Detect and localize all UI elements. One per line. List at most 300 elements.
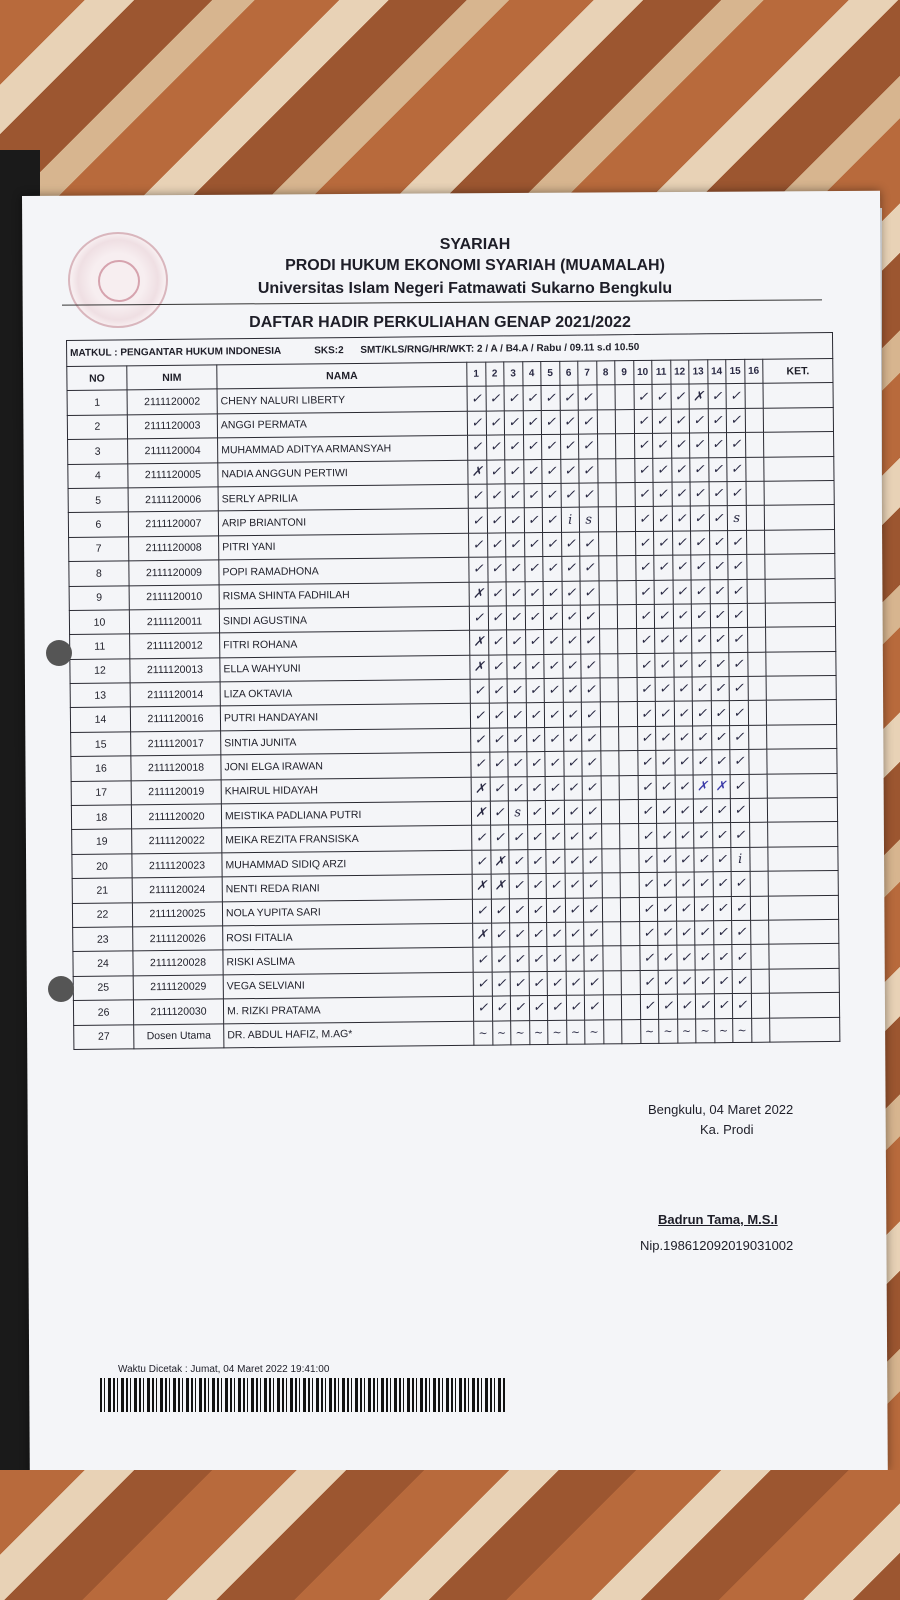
attendance-mark: s — [508, 801, 527, 826]
row-number: 13 — [70, 683, 130, 708]
attendance-mark: ✓ — [509, 850, 528, 875]
attendance-mark: ✓ — [579, 483, 598, 508]
attendance-mark: ✓ — [640, 994, 659, 1019]
remarks-cell — [768, 822, 838, 847]
attendance-mark: ✓ — [653, 507, 672, 532]
attendance-mark — [745, 457, 764, 482]
attendance-mark: ✓ — [676, 945, 695, 970]
student-nim: 2111120019 — [131, 780, 221, 805]
attendance-mark: ✓ — [658, 994, 677, 1019]
attendance-mark: ✓ — [709, 506, 728, 531]
attendance-mark: ✓ — [487, 508, 506, 533]
attendance-mark: ✓ — [732, 920, 751, 945]
attendance-mark: ✓ — [655, 702, 674, 727]
attendance-mark — [748, 749, 767, 774]
attendance-mark: ✓ — [467, 387, 486, 412]
attendance-mark: ✓ — [636, 604, 655, 629]
student-name: MEISTIKA PADLIANA PUTRI — [221, 801, 471, 828]
attendance-mark: ✓ — [653, 433, 672, 458]
attendance-mark: ✓ — [506, 557, 525, 582]
attendance-mark: ✓ — [545, 752, 564, 777]
attendance-mark: ✓ — [654, 604, 673, 629]
attendance-mark: ✗ — [490, 850, 509, 875]
attendance-mark: ✓ — [527, 849, 546, 874]
attendance-mark: ✓ — [486, 411, 505, 436]
attendance-mark — [602, 873, 621, 898]
attendance-mark: ✓ — [547, 971, 566, 996]
row-number: 18 — [71, 805, 131, 830]
remarks-cell — [766, 627, 836, 652]
attendance-mark — [744, 384, 763, 409]
attendance-mark: ✓ — [507, 654, 526, 679]
attendance-mark: ✓ — [565, 922, 584, 947]
attendance-mark: ✓ — [491, 923, 510, 948]
attendance-mark: ✓ — [581, 654, 600, 679]
attendance-mark: ✓ — [656, 775, 675, 800]
attendance-mark: ✓ — [488, 581, 507, 606]
attendance-mark: ✓ — [584, 971, 603, 996]
attendance-mark: ✓ — [710, 579, 729, 604]
attendance-mark: ✗ — [491, 874, 510, 899]
attendance-mark: ✓ — [510, 947, 529, 972]
row-number: 6 — [68, 512, 128, 537]
attendance-mark: ✓ — [510, 971, 529, 996]
attendance-mark: ✗ — [471, 801, 490, 826]
col-meeting: 16 — [744, 359, 763, 384]
attendance-mark: ✗ — [712, 774, 731, 799]
row-number: 2 — [67, 415, 127, 440]
remarks-cell — [769, 919, 839, 944]
attendance-mark: ✓ — [580, 556, 599, 581]
attendance-mark: ✓ — [560, 386, 579, 411]
attendance-mark: ✓ — [547, 947, 566, 972]
attendance-mark: ✓ — [584, 995, 603, 1020]
attendance-mark: ✓ — [675, 848, 694, 873]
attendance-mark: ✓ — [672, 555, 691, 580]
attendance-mark — [750, 871, 769, 896]
attendance-mark: ✓ — [652, 409, 671, 434]
attendance-mark: ✓ — [470, 679, 489, 704]
attendance-mark: ✓ — [564, 800, 583, 825]
attendance-mark: ✓ — [529, 971, 548, 996]
col-meeting: 1 — [467, 362, 486, 387]
attendance-mark: ✓ — [583, 849, 602, 874]
row-number: 3 — [68, 439, 128, 464]
attendance-mark: ✓ — [507, 679, 526, 704]
attendance-mark: ✓ — [526, 727, 545, 752]
attendance-mark — [601, 824, 620, 849]
faculty-label: SYARIAH — [439, 236, 511, 253]
remarks-cell — [767, 773, 837, 798]
attendance-mark: ✓ — [524, 508, 543, 533]
student-name: PITRI YANI — [219, 533, 469, 560]
attendance-mark: ✓ — [711, 701, 730, 726]
attendance-mark: ✓ — [506, 532, 525, 557]
attendance-mark — [748, 676, 767, 701]
row-number: 7 — [69, 537, 129, 562]
student-name: SINDI AGUSTINA — [219, 606, 469, 633]
attendance-mark: ✓ — [492, 972, 511, 997]
remarks-cell — [765, 578, 835, 603]
attendance-mark: ✓ — [634, 385, 653, 410]
attendance-mark: ✓ — [635, 531, 654, 556]
attendance-mark: ✓ — [712, 823, 731, 848]
attendance-mark: ✓ — [672, 482, 691, 507]
attendance-mark: ✓ — [473, 972, 492, 997]
student-nim: 2111120010 — [129, 584, 219, 609]
attendance-mark: ✓ — [510, 923, 529, 948]
attendance-mark: ✓ — [694, 848, 713, 873]
attendance-mark: ✓ — [708, 457, 727, 482]
remarks-cell — [764, 432, 834, 457]
attendance-mark: ✓ — [468, 435, 487, 460]
attendance-mark: ✗ — [472, 874, 491, 899]
attendance-mark: ✓ — [657, 824, 676, 849]
attendance-mark: ✓ — [692, 701, 711, 726]
student-nim: 2111120025 — [132, 901, 222, 926]
attendance-mark: ✓ — [673, 604, 692, 629]
attendance-mark: ~ — [585, 1019, 604, 1044]
attendance-mark: ✓ — [653, 482, 672, 507]
attendance-mark: ✓ — [543, 532, 562, 557]
attendance-mark: ✓ — [527, 776, 546, 801]
attendance-mark: ~ — [492, 1020, 511, 1045]
student-name: RISMA SHINTA FADHILAH — [219, 582, 469, 609]
attendance-mark: ✓ — [486, 386, 505, 411]
attendance-mark: ✓ — [694, 872, 713, 897]
university-logo — [68, 232, 168, 328]
attendance-mark: ✓ — [468, 508, 487, 533]
attendance-mark — [621, 922, 640, 947]
attendance-mark: ✓ — [709, 555, 728, 580]
attendance-mark: ~ — [640, 1019, 659, 1044]
attendance-mark — [618, 702, 637, 727]
remarks-cell — [767, 797, 837, 822]
attendance-mark: ✓ — [677, 994, 696, 1019]
attendance-mark: ✗ — [471, 777, 490, 802]
attendance-mark: ✓ — [469, 606, 488, 631]
attendance-mark — [745, 408, 764, 433]
attendance-mark: ✓ — [507, 703, 526, 728]
attendance-mark — [749, 774, 768, 799]
attendance-mark: ✓ — [709, 530, 728, 555]
attendance-mark: ✓ — [564, 776, 583, 801]
attendance-mark: ✓ — [675, 799, 694, 824]
attendance-mark: ✓ — [488, 655, 507, 680]
attendance-mark: ✓ — [545, 727, 564, 752]
attendance-mark: ✓ — [653, 458, 672, 483]
attendance-mark — [617, 531, 636, 556]
attendance-mark — [599, 629, 618, 654]
attendance-mark: ✓ — [542, 435, 561, 460]
attendance-mark: ✓ — [639, 921, 658, 946]
attendance-mark: ✓ — [731, 896, 750, 921]
attendance-mark — [615, 409, 634, 434]
attendance-mark — [600, 702, 619, 727]
student-nim: 2111120014 — [130, 682, 220, 707]
row-number: 11 — [70, 634, 130, 659]
attendance-mark — [600, 678, 619, 703]
attendance-mark: ✓ — [711, 725, 730, 750]
student-nim: 2111120018 — [131, 755, 221, 780]
attendance-mark: ✓ — [508, 728, 527, 753]
student-nim: 2111120029 — [133, 975, 223, 1000]
attendance-mark: ✓ — [543, 605, 562, 630]
attendance-mark: ✓ — [468, 484, 487, 509]
remarks-cell — [769, 968, 839, 993]
course-schedule: SMT/KLS/RNG/HR/WKT: 2 / A / B4.A / Rabu / 09.11 s.d 10.50 — [360, 341, 640, 356]
student-nim: 2111120017 — [131, 731, 221, 756]
attendance-mark: ✓ — [467, 411, 486, 436]
attendance-mark: ✓ — [582, 776, 601, 801]
student-nim: 2111120030 — [133, 999, 223, 1024]
attendance-mark: ✓ — [676, 897, 695, 922]
attendance-mark: ✓ — [547, 922, 566, 947]
attendance-mark: ✓ — [636, 629, 655, 654]
attendance-mark: ✓ — [566, 995, 585, 1020]
attendance-mark: ✓ — [509, 825, 528, 850]
attendance-mark: ✓ — [504, 386, 523, 411]
attendance-mark: ✓ — [693, 799, 712, 824]
remarks-cell — [765, 529, 835, 554]
attendance-mark: ✓ — [580, 605, 599, 630]
remarks-cell — [767, 749, 837, 774]
attendance-mark: ✓ — [657, 897, 676, 922]
attendance-mark: ✓ — [584, 922, 603, 947]
attendance-mark — [601, 775, 620, 800]
attendance-mark: ✓ — [524, 483, 543, 508]
row-number: 21 — [72, 878, 132, 903]
attendance-mark: ✓ — [564, 849, 583, 874]
attendance-mark: ✓ — [542, 483, 561, 508]
attendance-mark — [616, 483, 635, 508]
col-meeting: 2 — [485, 362, 504, 387]
attendance-mark: ✓ — [490, 777, 509, 802]
row-number: 15 — [71, 732, 131, 757]
attendance-mark: ✓ — [582, 751, 601, 776]
attendance-mark: ✓ — [542, 508, 561, 533]
attendance-mark: ✓ — [730, 725, 749, 750]
student-nim: 2111120012 — [130, 633, 220, 658]
attendance-mark: ✓ — [545, 800, 564, 825]
attendance-mark: ✓ — [730, 798, 749, 823]
attendance-mark: ✓ — [487, 557, 506, 582]
attendance-mark: ✓ — [690, 433, 709, 458]
attendance-mark: ✓ — [583, 824, 602, 849]
attendance-mark: ✓ — [727, 457, 746, 482]
remarks-cell — [766, 651, 836, 676]
attendance-mark: ✓ — [637, 702, 656, 727]
attendance-mark: ✓ — [523, 386, 542, 411]
attendance-mark: ✓ — [672, 531, 691, 556]
row-number: 8 — [69, 561, 129, 586]
attendance-mark: i — [731, 847, 750, 872]
attendance-mark: ✓ — [486, 459, 505, 484]
attendance-mark: ✓ — [565, 898, 584, 923]
attendance-mark: ✓ — [528, 874, 547, 899]
remarks-cell — [768, 895, 838, 920]
student-name: POPI RAMADHONA — [219, 557, 469, 584]
attendance-mark — [622, 1019, 641, 1044]
floor-background — [0, 1470, 900, 1600]
col-meeting: 5 — [541, 361, 560, 386]
col-meeting: 14 — [707, 360, 726, 385]
student-nim: 2111120026 — [133, 926, 223, 951]
attendance-mark: ✓ — [580, 580, 599, 605]
attendance-mark: ✗ — [468, 460, 487, 485]
attendance-mark: ✓ — [675, 823, 694, 848]
attendance-mark — [620, 848, 639, 873]
attendance-mark: ✓ — [639, 946, 658, 971]
attendance-mark: ✓ — [640, 970, 659, 995]
attendance-mark: ✓ — [692, 677, 711, 702]
col-no: NO — [67, 366, 127, 391]
remarks-cell — [768, 846, 838, 871]
attendance-mark: ✓ — [658, 946, 677, 971]
student-nim: 2111120008 — [129, 536, 219, 561]
attendance-mark: ✓ — [676, 872, 695, 897]
attendance-mark: ✓ — [488, 606, 507, 631]
attendance-mark: ✓ — [489, 752, 508, 777]
attendance-mark: ✓ — [528, 922, 547, 947]
attendance-mark: ✓ — [541, 386, 560, 411]
attendance-mark — [598, 531, 617, 556]
attendance-mark: ✗ — [469, 582, 488, 607]
attendance-mark: ✓ — [657, 848, 676, 873]
row-number: 1 — [67, 390, 127, 415]
student-name: M. RIZKI PRATAMA — [223, 996, 473, 1023]
attendance-mark: ✓ — [652, 385, 671, 410]
attendance-mark: ✓ — [694, 896, 713, 921]
attendance-mark: ✓ — [673, 653, 692, 678]
attendance-mark: ✓ — [544, 678, 563, 703]
attendance-mark: ✓ — [638, 824, 657, 849]
attendance-mark: ✓ — [638, 848, 657, 873]
attendance-mark: ✓ — [583, 873, 602, 898]
attendance-mark: ✓ — [523, 410, 542, 435]
attendance-mark: ✓ — [508, 752, 527, 777]
attendance-mark: ✓ — [487, 533, 506, 558]
attendance-mark: ✓ — [634, 409, 653, 434]
student-name: SINTIA JUNITA — [221, 728, 471, 755]
student-name: RISKI ASLIMA — [223, 948, 473, 975]
attendance-mark: ✓ — [562, 629, 581, 654]
attendance-mark: ✓ — [671, 409, 690, 434]
student-name: KHAIRUL HIDAYAH — [221, 777, 471, 804]
attendance-mark — [746, 530, 765, 555]
attendance-mark — [600, 751, 619, 776]
attendance-mark: ✓ — [581, 629, 600, 654]
attendance-mark: ✓ — [546, 825, 565, 850]
attendance-table — [66, 332, 840, 1050]
attendance-mark: ✓ — [525, 581, 544, 606]
attendance-mark: ✓ — [726, 384, 745, 409]
attendance-mark: ~ — [511, 1020, 530, 1045]
attendance-mark: ✓ — [727, 433, 746, 458]
attendance-mark: ✓ — [714, 969, 733, 994]
attendance-mark: ✓ — [472, 826, 491, 851]
attendance-mark: ✓ — [563, 751, 582, 776]
row-number: 9 — [69, 585, 129, 610]
attendance-mark — [750, 945, 769, 970]
attendance-mark: ✓ — [471, 728, 490, 753]
row-number: 17 — [71, 780, 131, 805]
print-timestamp: Waktu Dicetak : Jumat, 04 Maret 2022 19:41:00 — [118, 1364, 330, 1375]
attendance-mark: ✓ — [507, 630, 526, 655]
attendance-mark: ✓ — [638, 799, 657, 824]
attendance-mark: ✓ — [691, 531, 710, 556]
row-number: 14 — [70, 707, 130, 732]
attendance-mark: ✓ — [524, 557, 543, 582]
attendance-mark: ✓ — [712, 799, 731, 824]
attendance-mark: ✓ — [711, 750, 730, 775]
signer-role: Ka. Prodi — [700, 1122, 754, 1137]
col-nama: NAMA — [217, 362, 467, 389]
remarks-cell — [763, 407, 833, 432]
attendance-mark: ✗ — [689, 384, 708, 409]
col-meeting: 6 — [559, 361, 578, 386]
attendance-mark: ✓ — [637, 726, 656, 751]
attendance-mark: ✓ — [506, 606, 525, 631]
student-nim: 2111120005 — [128, 462, 218, 487]
attendance-mark: ✓ — [526, 752, 545, 777]
attendance-mark: ✓ — [709, 482, 728, 507]
attendance-mark — [617, 604, 636, 629]
student-nim: 2111120013 — [130, 658, 220, 683]
attendance-mark: ✓ — [639, 873, 658, 898]
attendance-mark: ✓ — [694, 823, 713, 848]
attendance-mark: ✓ — [579, 459, 598, 484]
attendance-mark: ✓ — [525, 605, 544, 630]
attendance-mark: ✓ — [528, 947, 547, 972]
attendance-mark — [746, 506, 765, 531]
attendance-mark — [598, 483, 617, 508]
attendance-mark: ✓ — [710, 628, 729, 653]
attendance-mark: ✓ — [486, 435, 505, 460]
attendance-mark: ✓ — [505, 459, 524, 484]
student-nim: 2111120023 — [132, 853, 222, 878]
attendance-mark: ✗ — [470, 630, 489, 655]
attendance-mark — [618, 653, 637, 678]
student-nim: 2111120028 — [133, 950, 223, 975]
student-name: CHENY NALURI LIBERTY — [217, 387, 467, 414]
attendance-mark: ~ — [566, 1020, 585, 1045]
attendance-mark: ✓ — [634, 434, 653, 459]
attendance-mark: ✓ — [731, 872, 750, 897]
attendance-mark: ✓ — [525, 654, 544, 679]
student-name: VEGA SELVIANI — [223, 972, 473, 999]
attendance-mark: ✓ — [583, 898, 602, 923]
attendance-mark: ✓ — [541, 410, 560, 435]
attendance-mark — [618, 678, 637, 703]
remarks-cell — [769, 944, 839, 969]
attendance-mark: ✓ — [561, 483, 580, 508]
attendance-mark: ✓ — [560, 410, 579, 435]
attendance-mark: ✓ — [732, 945, 751, 970]
attendance-mark — [746, 481, 765, 506]
attendance-mark — [600, 727, 619, 752]
attendance-mark: ✓ — [732, 994, 751, 1019]
remarks-cell — [764, 505, 834, 530]
student-nim: 2111120002 — [127, 389, 217, 414]
attendance-mark: ✓ — [562, 581, 581, 606]
attendance-mark — [617, 580, 636, 605]
attendance-mark: ✓ — [727, 481, 746, 506]
attendance-mark: ✓ — [635, 507, 654, 532]
attendance-mark: ✓ — [674, 701, 693, 726]
remarks-cell — [766, 700, 836, 725]
attendance-mark — [747, 579, 766, 604]
